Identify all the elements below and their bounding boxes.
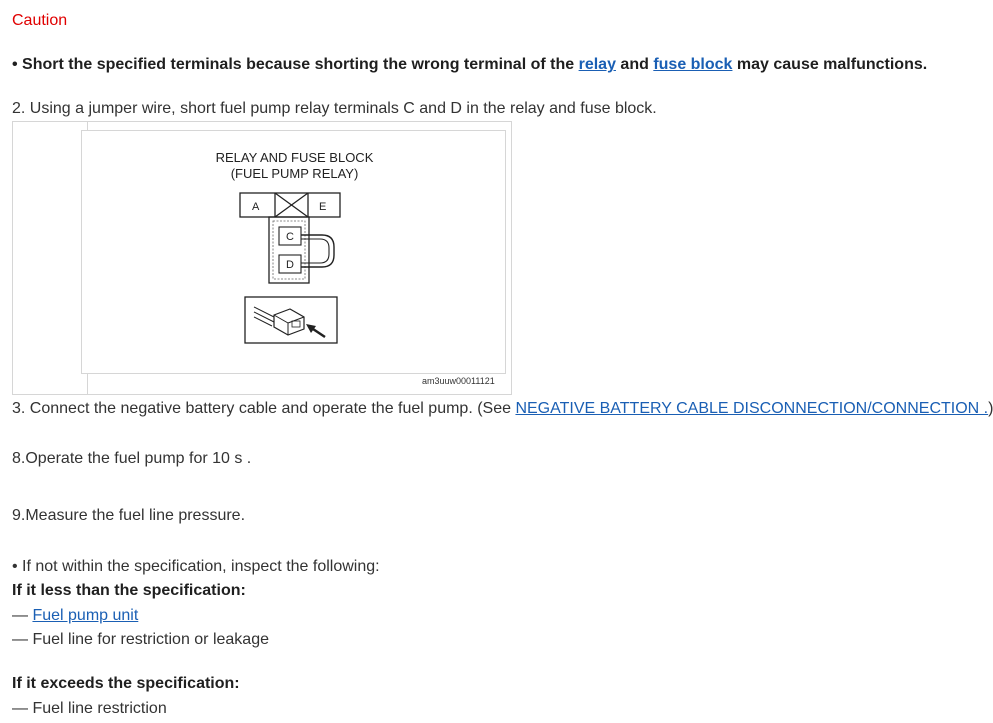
fuel-pump-unit-link[interactable]: Fuel pump unit: [32, 607, 139, 624]
less-than-heading: If it less than the specification:: [12, 582, 246, 599]
figure-image-id: am3uuw00011121: [422, 376, 495, 386]
terminal-a-label: A: [252, 201, 260, 213]
step-3-suffix: ): [988, 400, 993, 417]
negative-battery-cable-link[interactable]: NEGATIVE BATTERY CABLE DISCONNECTION/CONNECTION .: [515, 400, 989, 417]
step-3: [12, 400, 993, 418]
less-item-1-dash: —: [12, 607, 33, 624]
terminal-c-label: C: [286, 231, 294, 243]
step-9-text: 9.Measure the fuel line pressure.: [12, 507, 246, 524]
relay-fuse-block-figure: [81, 130, 506, 374]
less-item-1: [12, 607, 138, 625]
step-8-text: 8.Operate the fuel pump for 10 s .: [12, 450, 252, 467]
relay-link[interactable]: relay: [578, 56, 616, 73]
spec-bullet: • If not within the specification, inspect the following:: [12, 558, 380, 575]
terminal-d-label: D: [286, 259, 294, 271]
less-item-2: — Fuel line for restriction or leakage: [12, 631, 269, 648]
figure-caption-line2: (FUEL PUMP RELAY): [230, 166, 359, 181]
caution-heading: Caution: [12, 12, 68, 29]
fuse-block-link[interactable]: fuse block: [653, 56, 733, 73]
exceeds-item-1: — Fuel line restriction: [12, 700, 167, 717]
caution-note-mid: and: [615, 56, 654, 73]
caution-note-suffix: may cause malfunctions.: [732, 56, 928, 73]
step-3-prefix: 3. Connect the negative battery cable and operate the fuel pump. (See: [12, 400, 516, 417]
relay-diagram: [82, 131, 507, 375]
caution-note-prefix: • Short the specified terminals because shorting the wrong terminal of the: [12, 56, 579, 73]
exceeds-heading: If it exceeds the specification:: [12, 675, 240, 692]
connector-icon: [274, 309, 304, 335]
figure-caption-line1: RELAY AND FUSE BLOCK: [215, 150, 374, 165]
caution-note: [12, 56, 927, 74]
step-2-text: 2. Using a jumper wire, short fuel pump relay terminals C and D in the relay and fuse block.: [12, 100, 657, 117]
terminal-e-label: E: [319, 201, 327, 213]
